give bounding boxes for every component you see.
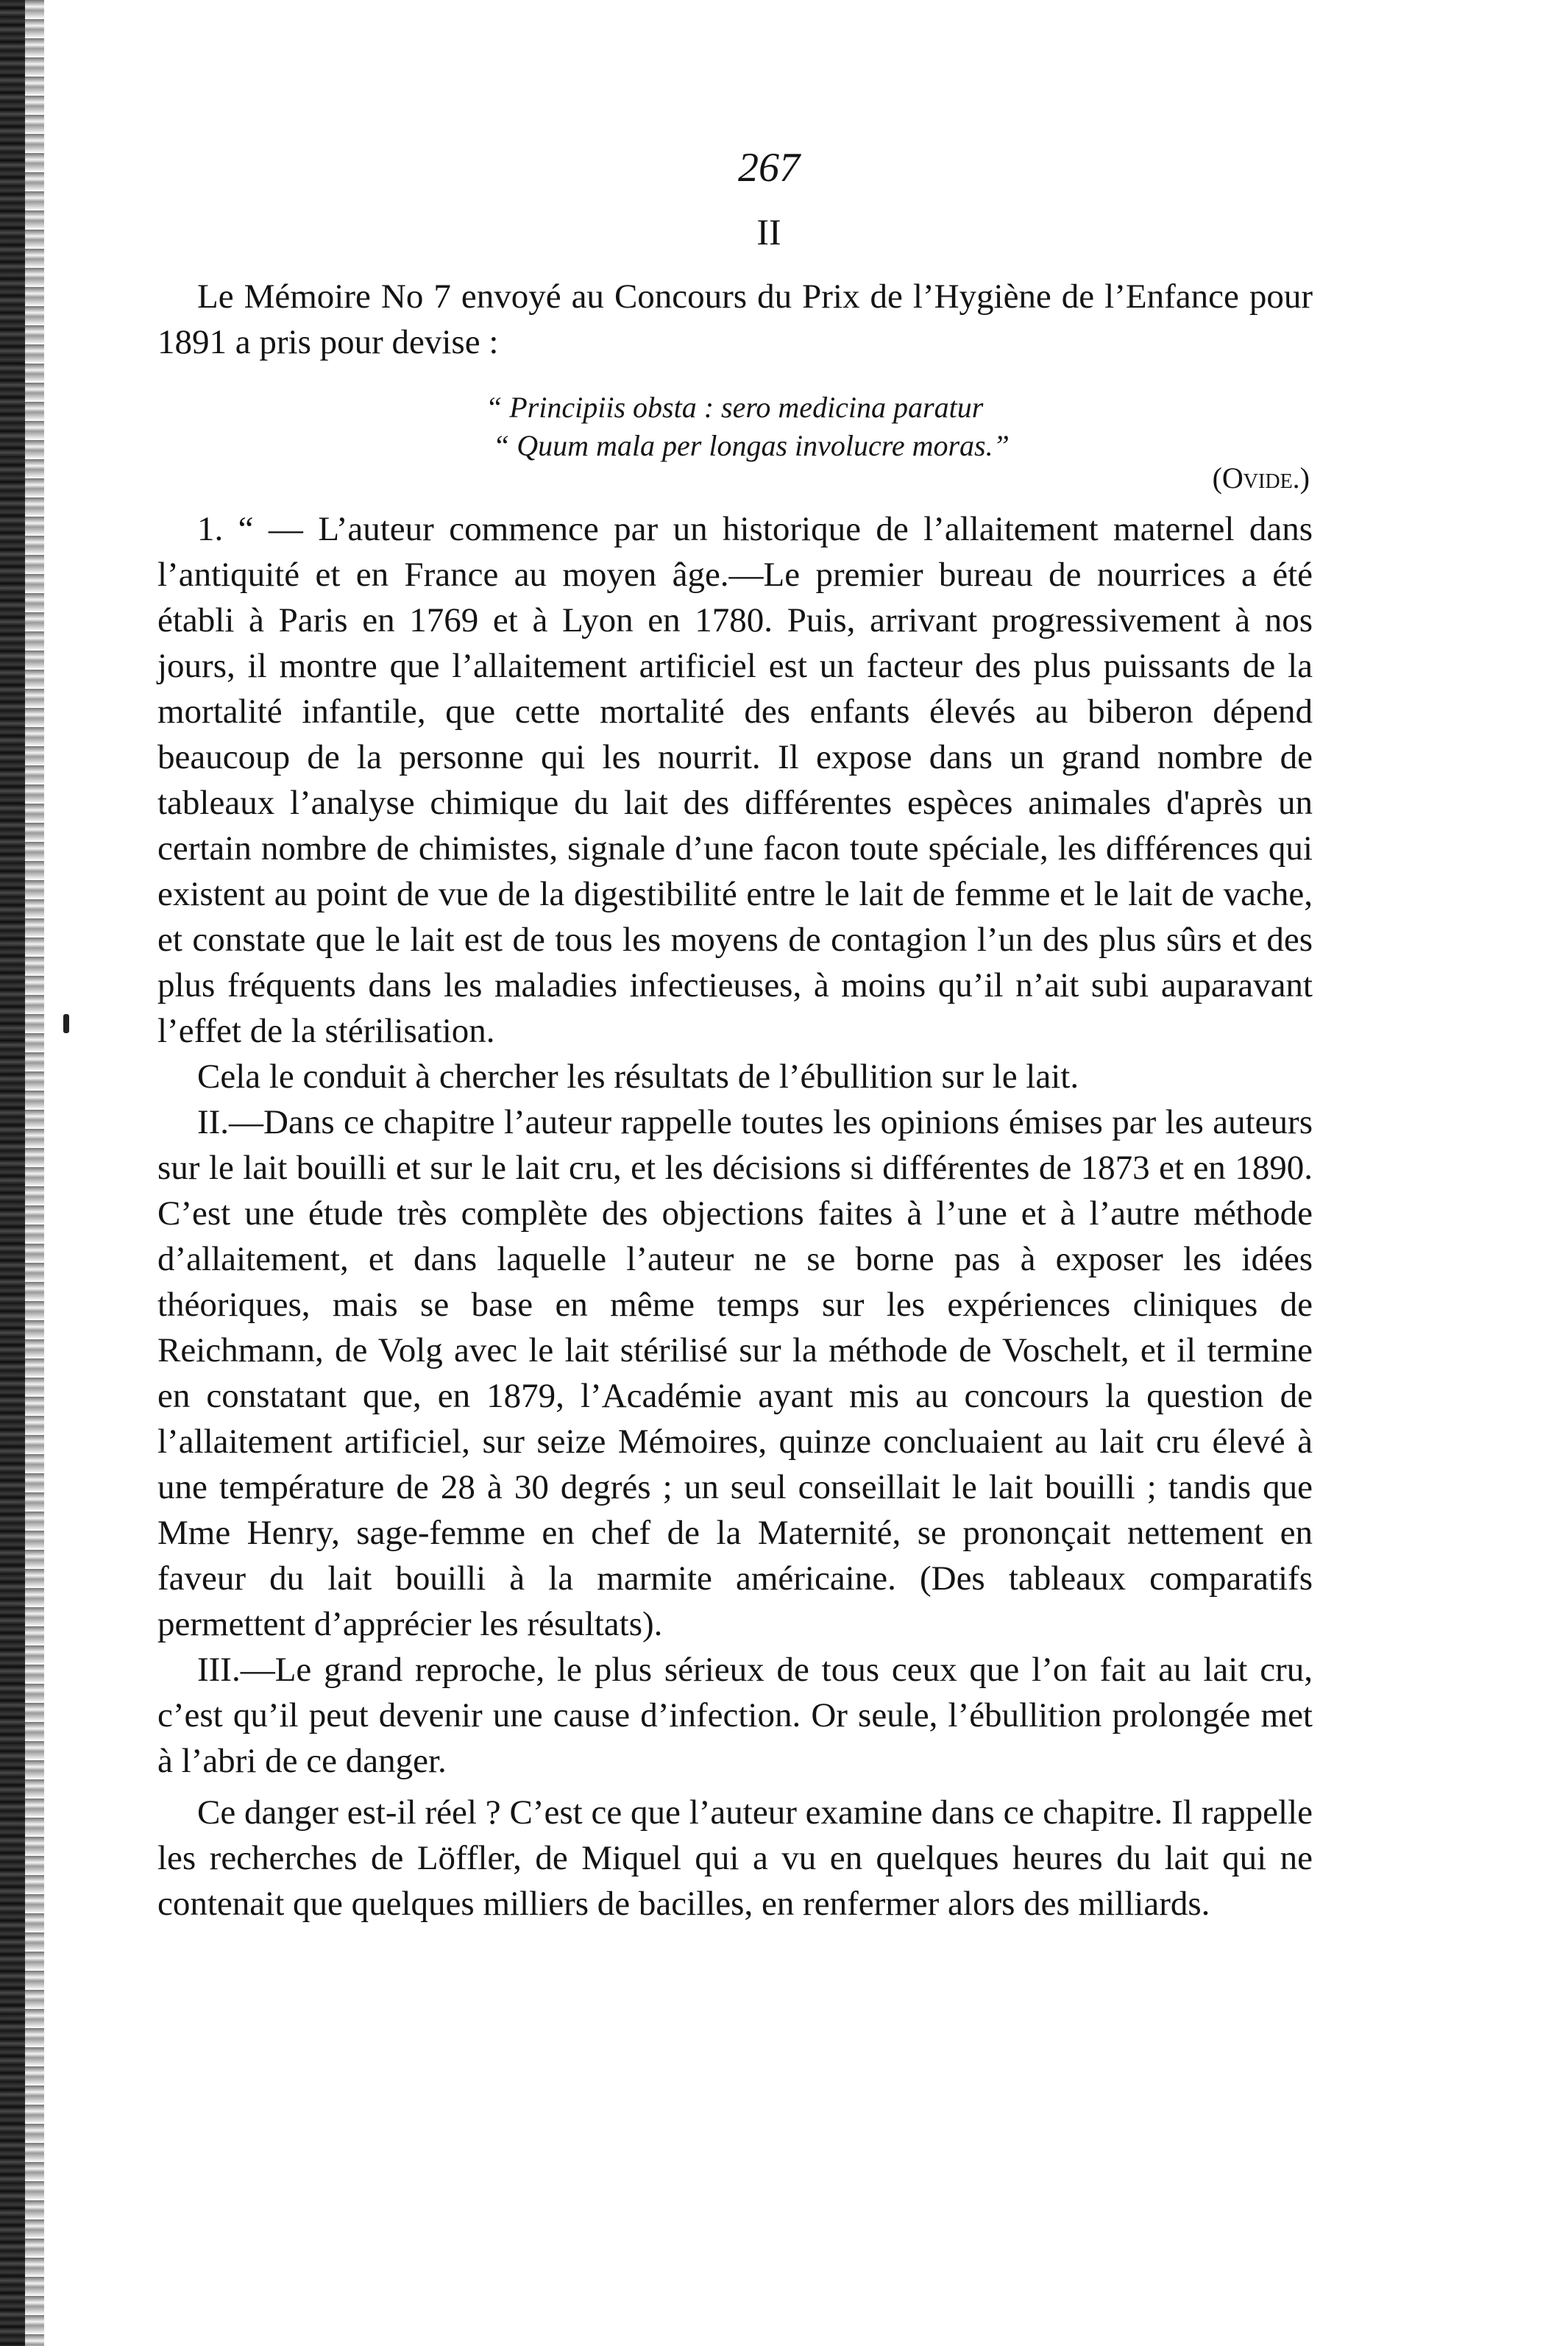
page-edge-shadow bbox=[25, 0, 44, 2346]
epigraph bbox=[486, 389, 1302, 465]
main-text bbox=[157, 506, 1313, 1927]
intro-text: Le Mémoire No 7 envoyé au Concours du Prix de l’Hygiène de l’Enfance pour 1891 a pris pour devise : bbox=[157, 277, 1313, 361]
paragraph-3: II.—Dans ce chapitre l’auteur rappelle toutes les opinions émises par les auteurs sur le lait bouilli et sur le lait cru, et les décisions si différentes de 1873 et en 1890. C’est une étude très complète des objections faites à l’une et à l’autre méthode d’allaitement, et dans laquelle l’auteur ne se borne pas à exposer les idées théoriques, mais se base en même temps sur les expériences cliniques de Reichmann, de Volg avec le lait stérilisé sur la méthode de Voschelt, et il termine en constatant que, en 1879, l’Académie ayant mis au concours la question de l’allaitement artificiel, sur seize Mémoires, quinze concluaient au lait cru élevé à une température de 28 à 30 degrés ; un seul conseillait le lait bouilli ; tandis que Mme Henry, sage-femme en chef de la Maternité, se prononçait nettement en faveur du lait bouilli à la marmite américaine. (Des tableaux comparatifs permettent d’apprécier les résultats). bbox=[157, 1103, 1313, 1643]
paragraph-5: Ce danger est-il réel ? C’est ce que l’auteur examine dans ce chapitre. Il rappelle les recherches de Löffler, de Miquel qui a vu en quelques heures du lait qui ne contenait que quelques milliers de bacilles, en renfermer alors des milliards. bbox=[157, 1793, 1313, 1923]
page-number: 267 bbox=[738, 145, 800, 191]
epigraph-attribution: (Ovide.) bbox=[1212, 461, 1310, 495]
paragraph-1: 1. “ — L’auteur commence par un historique de l’allaitement maternel dans l’antiquité et en France au moyen âge.—Le premier bureau de nourrices a été établi à Paris en 1769 et à Lyon en 1780. Puis, arrivant progressivement à nos jours, il montre que l’allaitement artificiel est un facteur des plus puissants de la mortalité infantile, que cette mortalité des enfants élevés au biberon dépend beaucoup de la personne qui les nourrit. Il expose dans un grand nombre de tableaux l’analyse chimique du lait des différentes espèces animales d'après un certain nombre de chimistes, signale d’une facon toute spéciale, les différences qui existent au point de vue de la digestibilité entre le lait de femme et le lait de vache, et constate que le lait est de tous les moyens de contagion l’un des plus sûrs et des plus fréquents dans les maladies infectieuses, à moins qu’il n’ait subi auparavant l’effet de la stérilisation. bbox=[157, 510, 1313, 1050]
paragraph-4: III.—Le grand reproche, le plus sérieux de tous ceux que l’on fait au lait cru, c’est qu’il peut devenir une cause d’infection. Or seule, l’ébullition prolongée met à l’abri de ce danger. bbox=[157, 1651, 1313, 1780]
margin-mark bbox=[63, 1014, 69, 1033]
paragraph-2: Cela le conduit à chercher les résultats de l’ébullition sur le lait. bbox=[197, 1057, 1079, 1096]
book-spine-shadow bbox=[0, 0, 25, 2346]
epigraph-line-2: “ Quum mala per longas involucre moras.” bbox=[493, 429, 1010, 462]
intro-paragraph bbox=[157, 274, 1313, 365]
chapter-number: II bbox=[756, 211, 781, 252]
epigraph-line-1: “ Principiis obsta : sero medicina paratur bbox=[486, 391, 984, 424]
